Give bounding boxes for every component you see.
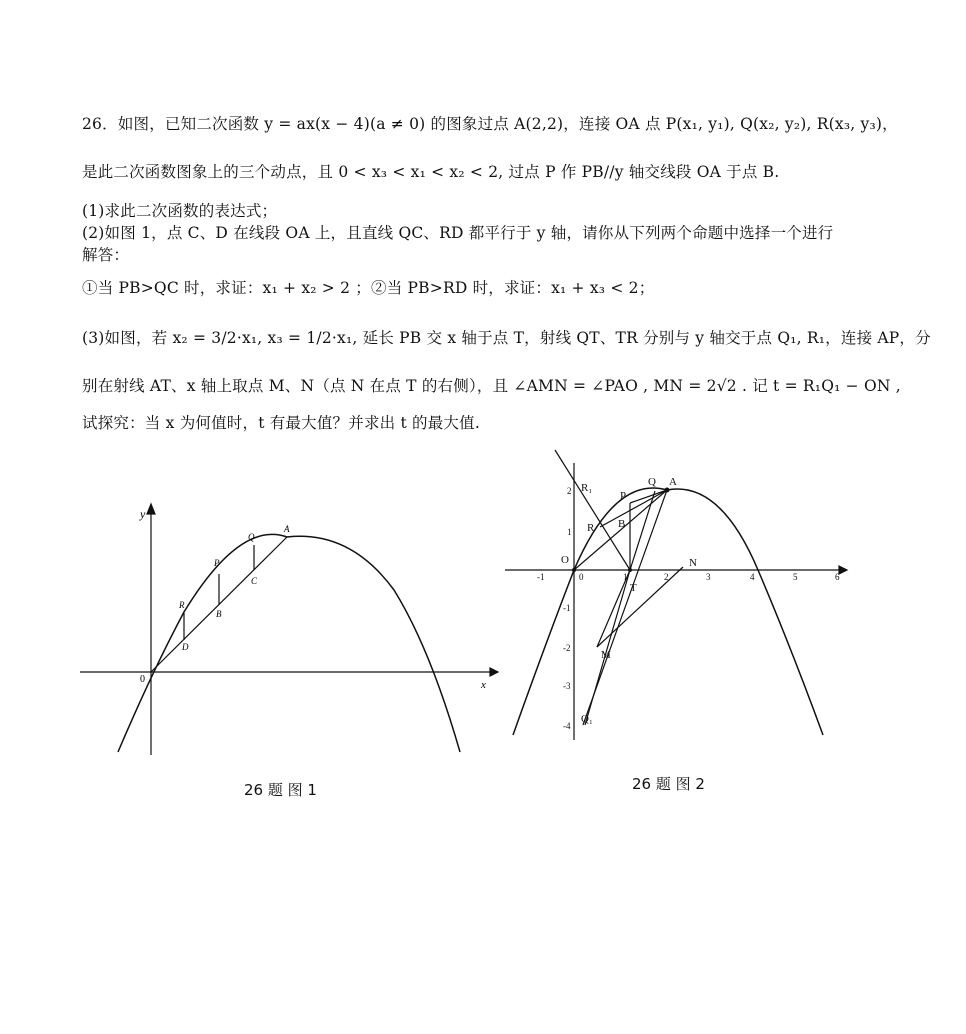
fig1-label-Q: Q [248,532,255,542]
fig2-label-R: R [587,522,595,534]
fig2-parabola [513,488,823,735]
fig2-xtick: 6 [835,572,840,582]
fig2-point-A [665,488,670,493]
fig1-label-P: P [214,558,220,568]
fig2-label-T: T [630,582,637,594]
fig2-ytick: -3 [563,681,571,691]
fig2-xtick: -1 [537,572,545,582]
fig1-label-C: C [251,576,258,586]
fig2-label-R1: R₁ [581,482,593,494]
fig2-xtick: 5 [793,572,798,582]
figure-1-caption: 26 题 图 1 [244,781,317,799]
fig1-label-y: y [140,507,146,521]
fig2-ytick: -1 [563,603,571,613]
part-2-cont: 解答： [82,246,130,264]
part-3-question: 试探究：当 x 为何值时，t 有最大值？并求出 t 的最大值. [82,414,480,432]
fig1-x-arrow [490,668,498,676]
fig2-x-arrow [839,566,847,574]
fig2-ytick: 2 [567,486,572,496]
fig2-ytick: -4 [563,721,571,731]
fig2-label-Q1: Q₁ [581,713,593,725]
figure-2 [505,445,855,745]
part-2-options: ①当 PB>QC 时，求证：x₁ + x₂ > 2 ；②当 PB>RD 时，求证：x₁ + x₃ < 2； [82,279,655,297]
fig2-point-O [572,568,576,572]
fig2-label-B: B [618,518,626,530]
fig2-line-MN [597,567,683,647]
part-2: (2)如图 1，点 C、D 在线段 OA 上，且直线 QC、RD 都平行于 y 轴，请你从下列两个命题中选择一个进行 [82,224,834,242]
fig2-label-M: M [601,649,611,661]
fig2-label-N: N [689,557,697,569]
part-1: (1)求此二次函数的表达式； [82,202,278,220]
figure-2-caption: 26 题 图 2 [632,775,705,793]
problem-line-1: 26．如图，已知二次函数 y = ax(x − 4)(a ≠ 0) 的图象过点 A(2,2)，连接 OA 点 P(x₁, y₁), Q(x₂, y₂), R(x₃, y₃)， [82,115,898,133]
fig1-label-x: x [481,679,486,691]
fig2-label-O: O [561,554,569,566]
fig2-tick-labels [537,486,840,731]
part-3-cont: 别在射线 AT、x 轴上取点 M、N（点 N 在点 T 的右侧），且 ∠AMN = ∠PAO , MN = 2√2 . 记 t = R₁Q₁ − ON , [82,377,901,395]
fig1-label-D: D [182,642,189,652]
fig2-ytick: -2 [563,643,571,653]
fig2-line-TQ1 [585,570,630,725]
fig2-line-R1T [555,450,630,570]
fig2-xtick: 4 [750,572,755,582]
fig1-label-R: R [179,600,185,610]
fig1-label-A: A [284,524,290,534]
fig1-y-arrow [147,504,155,514]
fig2-label-A: A [669,476,677,488]
fig2-xtick: 3 [706,572,711,582]
fig2-xtick: 0 [579,572,584,582]
fig1-label-B: B [216,609,222,619]
problem-line-2: 是此二次函数图象上的三个动点，且 0 < x₃ < x₁ < x₂ < 2, 过点 P 作 PB//y 轴交线段 OA 于点 B. [82,163,780,181]
fig2-xtick: 1 [623,572,628,582]
figure-1 [80,490,500,760]
part-3: (3)如图，若 x₂ = 3/2·x₁, x₃ = 1/2·x₁, 延长 PB 交 x 轴于点 T，射线 QT、TR 分别与 y 轴交于点 Q₁, R₁，连接 AP，分 [82,329,931,347]
fig2-label-Q: Q [648,476,656,488]
fig1-label-origin: 0 [140,674,145,685]
fig2-line-AR [600,490,667,527]
fig1-parabola [118,534,460,752]
fig2-point-T [628,568,632,572]
fig2-label-P: P [620,490,627,502]
fig2-xtick: 2 [664,572,669,582]
fig2-ytick: 1 [567,527,572,537]
